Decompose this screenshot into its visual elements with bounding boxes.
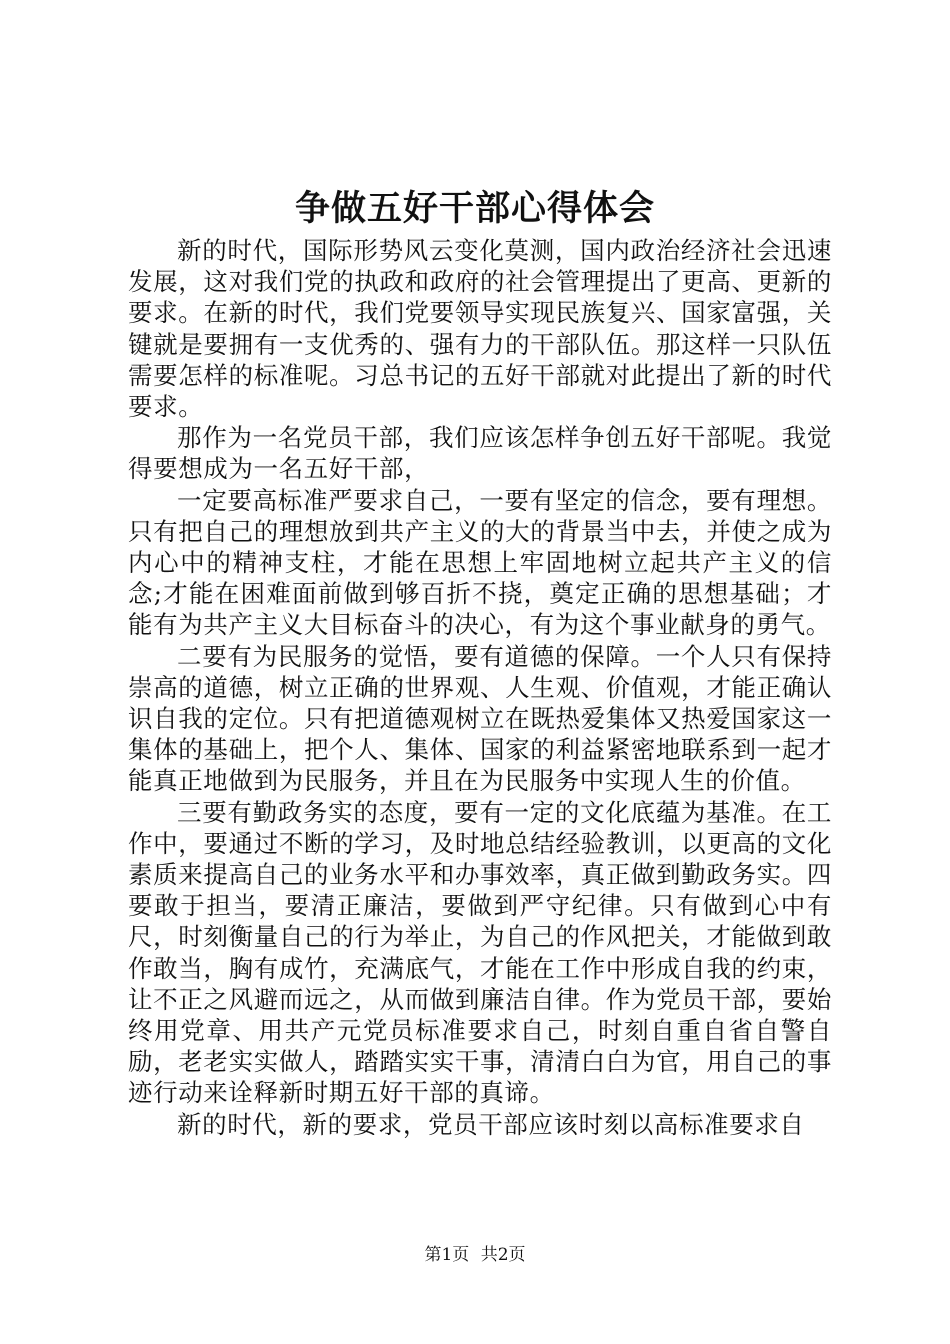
paragraph-point-one: 一定要高标准严要求自己，一要有坚定的信念，要有理想。只有把自己的理想放到共产主义的大的背景当中去，并使之成为内心中的精神支柱，才能在思想上牢固地树立起共产主义的信念;才能在困难面前做到够百折不挠，奠定正确的思想基础；才能有为共产主义大目标奋斗的决心，有为这个事业献身的勇气。 bbox=[128, 485, 832, 640]
paragraph-point-two: 二要有为民服务的觉悟，要有道德的保障。一个人只有保持崇高的道德，树立正确的世界观、人生观、价值观，才能正确认识自我的定位。只有把道德观树立在既热爱集体又热爱国家这一集体的基础上，把个人、集体、国家的利益紧密地联系到一起才能真正地做到为民服务，并且在为民服务中实现人生的价值。 bbox=[128, 641, 832, 796]
document-title: 争做五好干部心得体会 bbox=[294, 188, 655, 229]
page-total: 共2页 bbox=[480, 1245, 526, 1265]
document-body bbox=[128, 235, 832, 1140]
page-footer bbox=[0, 1244, 950, 1266]
paragraph-conclusion: 新的时代，新的要求，党员干部应该时刻以高标准要求自 bbox=[177, 1109, 805, 1139]
page-number: 第1页 bbox=[424, 1245, 470, 1265]
paragraph-question: 那作为一名党员干部，我们应该怎样争创五好干部呢。我觉得要想成为一名五好干部， bbox=[128, 423, 832, 484]
paragraph-point-three-four: 三要有勤政务实的态度，要有一定的文化底蕴为基准。在工作中，要通过不断的学习，及时地总结经验教训，以更高的文化素质来提高自己的业务水平和办事效率，真正做到勤政务实。四要敢于担当，要清正廉洁，要做到严守纪律。只有做到心中有尺，时刻衡量自己的行为举止，为自己的作风把关，才能做到敢作敢当，胸有成竹，充满底气，才能在工作中形成自我的约束，让不正之风避而远之，从而做到廉洁自律。作为党员干部，要始终用党章、用共产元党员标准要求自己，时刻自重自省自警自励，老老实实做人，踏踏实实干事，清清白白为官，用自己的事迹行动来诠释新时期五好干部的真谛。 bbox=[128, 797, 832, 1108]
paragraph-intro: 新的时代，国际形势风云变化莫测，国内政治经济社会迅速发展，这对我们党的执政和政府的社会管理提出了更高、更新的要求。在新的时代，我们党要领导实现民族复兴、国家富强，关键就是要拥有一支优秀的、强有力的干部队伍。那这样一只队伍需要怎样的标准呢。习总书记的五好干部就对此提出了新的时代要求。 bbox=[128, 236, 832, 422]
